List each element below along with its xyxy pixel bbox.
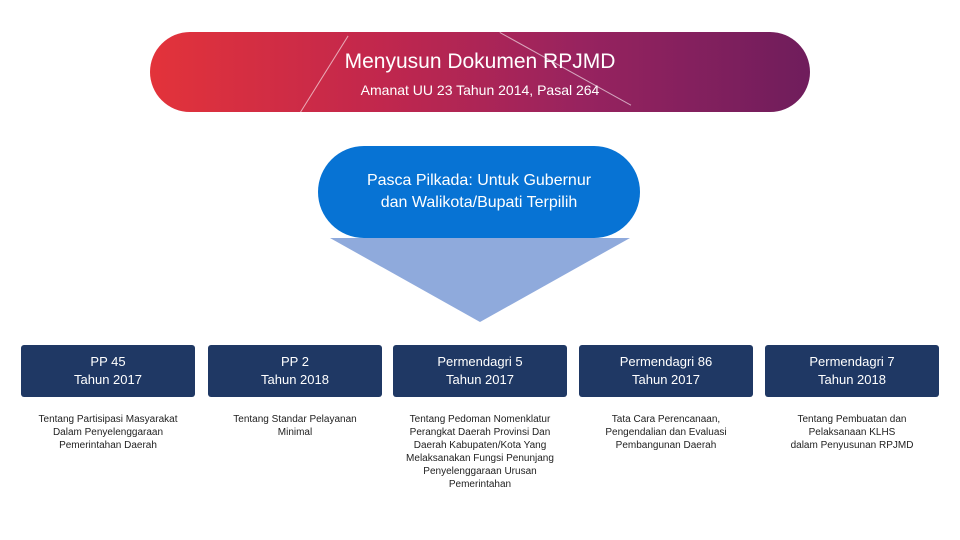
- pill-line-2: dan Walikota/Bupati Terpilih: [380, 194, 578, 211]
- desc-line: Pemerintahan: [448, 479, 512, 490]
- desc-line: Tentang Pembuatan dan: [797, 414, 907, 425]
- regulation-description: [21, 413, 195, 452]
- desc-line: Pelaksanaan KLHS: [808, 427, 896, 438]
- regulation-title: Permendagri 5: [437, 354, 523, 369]
- regulation-title: Permendagri 86: [619, 354, 713, 369]
- regulation-year: Tahun 2017: [74, 372, 142, 387]
- banner-title: Menyusun Dokumen RPJMD: [344, 50, 616, 73]
- desc-line: Tentang Standar Pelayanan: [233, 414, 357, 425]
- post-election-pill: [318, 146, 640, 238]
- banner-subtitle: Amanat UU 23 Tahun 2014, Pasal 264: [360, 82, 600, 98]
- regulation-year: Tahun 2017: [446, 372, 514, 387]
- pill-bold-text: Pasca Pilkada: [366, 172, 469, 189]
- desc-line: Melaksanakan Fungsi Penunjang: [406, 453, 554, 464]
- title-banner: [150, 32, 810, 112]
- regulation-year: Tahun 2018: [261, 372, 329, 387]
- regulation-description: [393, 413, 567, 491]
- regulation-title: Permendagri 7: [809, 354, 895, 369]
- desc-line: Daerah Kabupaten/Kota Yang: [413, 440, 547, 451]
- desc-line: Pemerintahan Daerah: [59, 440, 157, 451]
- regulation-year: Tahun 2018: [818, 372, 886, 387]
- regulation-card: [579, 345, 753, 397]
- regulation-description: [208, 413, 382, 439]
- desc-line: Pengendalian dan Evaluasi: [605, 427, 727, 438]
- desc-line: Tata Cara Perencanaan,: [611, 414, 721, 425]
- regulation-card: [21, 345, 195, 397]
- desc-line: Pembangunan Daerah: [615, 440, 717, 451]
- down-arrow-icon: [330, 238, 630, 322]
- desc-line: Dalam Penyelenggaraan: [52, 427, 164, 438]
- pill-line-1: [318, 170, 640, 192]
- desc-line: Perangkat Daerah Provinsi Dan: [409, 427, 551, 438]
- desc-line: Minimal: [277, 427, 313, 438]
- desc-line: Tentang Pedoman Nomenklatur: [409, 414, 551, 425]
- regulation-card: [765, 345, 939, 397]
- pill-rest-text: : Untuk Gubernur: [468, 172, 592, 189]
- regulation-year: Tahun 2017: [632, 372, 700, 387]
- regulation-description: [765, 413, 939, 452]
- regulation-title: PP 2: [281, 354, 309, 369]
- regulation-description: [579, 413, 753, 452]
- regulation-title: PP 45: [90, 354, 126, 369]
- regulation-card: [393, 345, 567, 397]
- desc-line: Tentang Partisipasi Masyarakat: [38, 414, 178, 425]
- desc-line: Penyelenggaraan Urusan: [423, 466, 537, 477]
- regulation-card: [208, 345, 382, 397]
- desc-line: dalam Penyusunan RPJMD: [790, 440, 914, 451]
